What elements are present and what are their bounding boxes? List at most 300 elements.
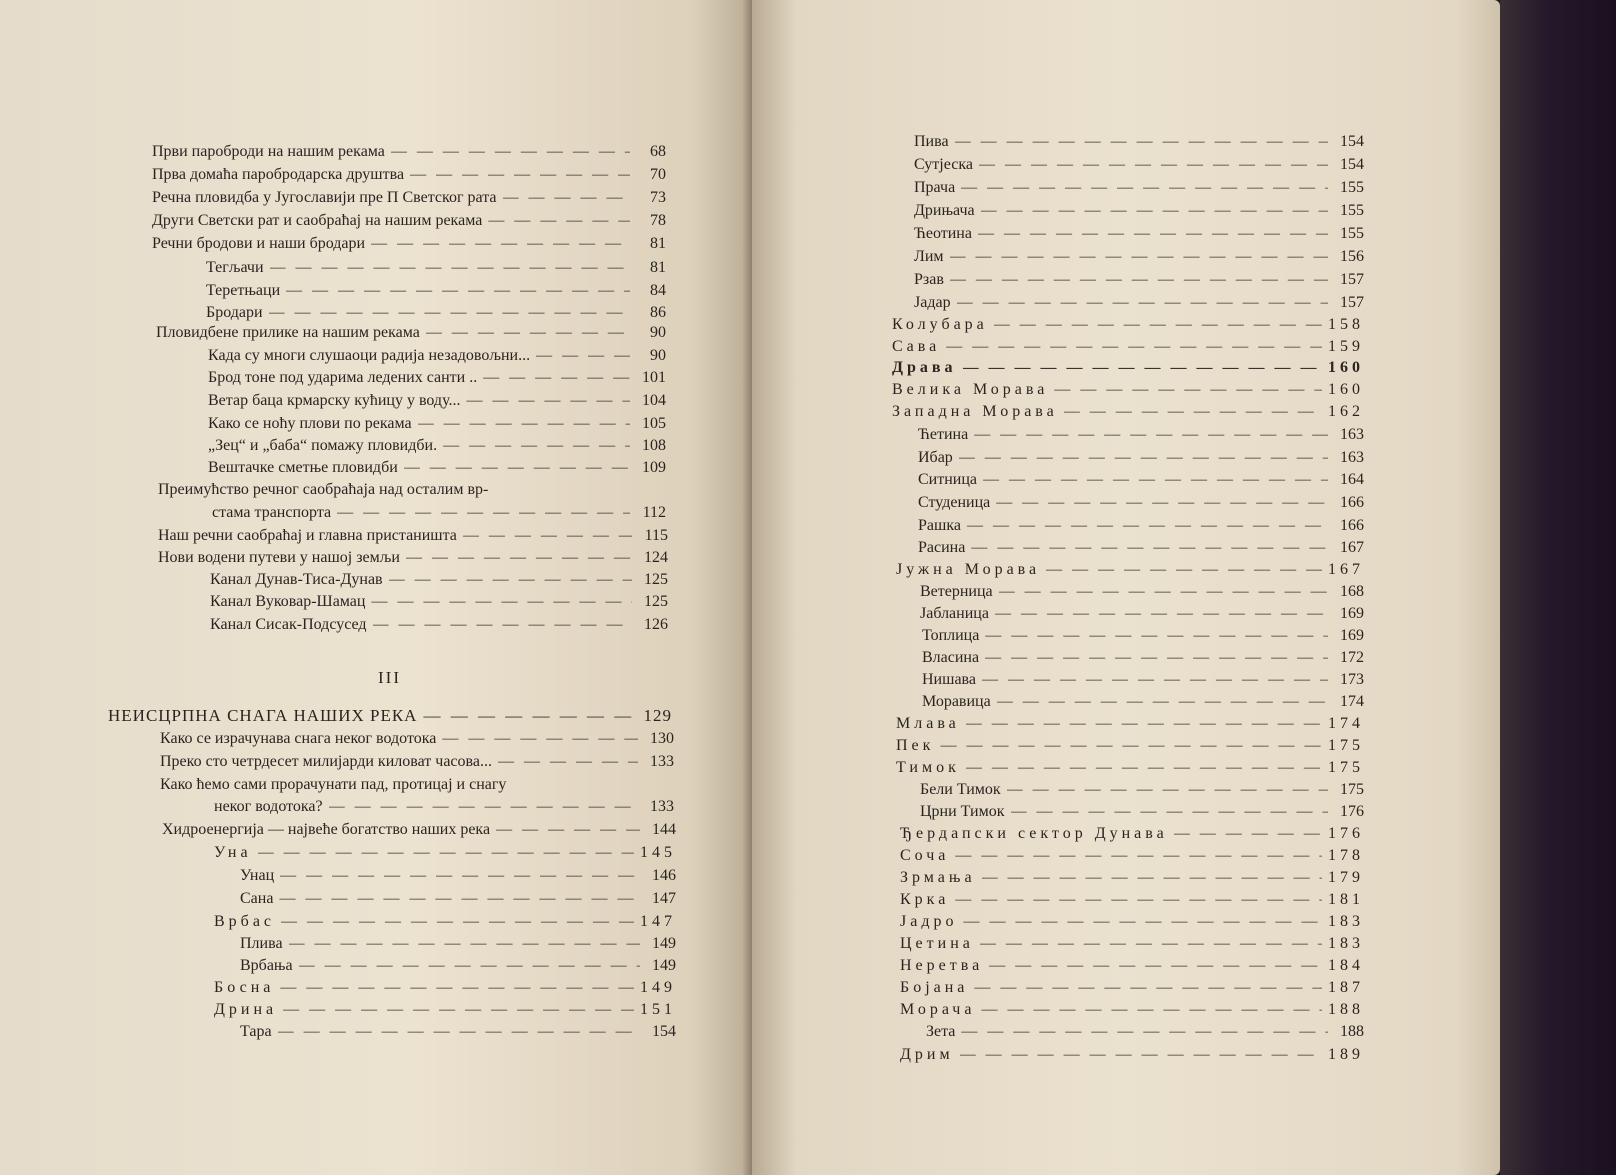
toc-entry-title: Јабланица bbox=[920, 605, 989, 622]
toc-entry-page: 155 bbox=[1340, 202, 1364, 219]
toc-entry bbox=[240, 889, 676, 911]
dot-leader bbox=[971, 538, 1328, 558]
toc-entry-title: Прача bbox=[914, 179, 956, 196]
dot-leader bbox=[279, 889, 640, 909]
toc-entry bbox=[240, 934, 676, 956]
toc-entry-page: 124 bbox=[644, 549, 668, 566]
dot-leader bbox=[959, 448, 1328, 468]
toc-entry bbox=[914, 178, 1364, 200]
toc-entry bbox=[900, 934, 1364, 956]
toc-entry bbox=[208, 391, 666, 413]
toc-entry-title: Хидроенергија — највеће богатство наших река bbox=[162, 821, 491, 838]
toc-entry bbox=[918, 493, 1364, 515]
toc-entry-title: Дрина bbox=[214, 1001, 278, 1018]
toc-entry-title: Колубара bbox=[892, 316, 988, 333]
toc-entry-title: Уна bbox=[214, 844, 252, 861]
toc-entry-title: Ћетина bbox=[918, 426, 969, 443]
toc-entry bbox=[922, 692, 1364, 714]
toc-entry-page: 167 bbox=[1340, 539, 1364, 556]
toc-entry-title: Речни бродови и наши бродари bbox=[152, 235, 366, 252]
dot-leader bbox=[373, 615, 632, 635]
toc-entry-title: Ђердапски сектор Дунава bbox=[900, 825, 1168, 842]
dot-leader bbox=[389, 570, 632, 590]
toc-entry bbox=[914, 224, 1364, 246]
toc-entry-title: Рашка bbox=[918, 517, 961, 534]
toc-entry bbox=[152, 165, 666, 187]
dot-leader bbox=[269, 303, 630, 323]
dot-leader bbox=[498, 752, 638, 772]
toc-entry-page: 149 bbox=[640, 979, 676, 996]
toc-entry bbox=[240, 866, 676, 888]
dot-leader bbox=[981, 201, 1328, 221]
background-edge bbox=[1500, 0, 1616, 1175]
dot-leader bbox=[982, 670, 1328, 690]
dot-leader bbox=[1046, 560, 1322, 580]
toc-entry bbox=[208, 368, 666, 390]
toc-entry-title: Расина bbox=[918, 539, 966, 556]
dot-leader bbox=[960, 1045, 1322, 1065]
toc-entry bbox=[210, 570, 668, 592]
toc-entry-title: Босна bbox=[214, 979, 275, 996]
toc-entry-page: 90 bbox=[650, 324, 666, 341]
toc-entry bbox=[892, 380, 1364, 402]
toc-entry bbox=[152, 234, 666, 256]
toc-entry-title: Млава bbox=[896, 715, 960, 732]
toc-entry bbox=[914, 155, 1364, 177]
toc-entry-page: 157 bbox=[1340, 294, 1364, 311]
dot-leader bbox=[995, 604, 1328, 624]
toc-entry-title: Топлица bbox=[922, 627, 980, 644]
toc-entry-title: Нови водени путеви у нашој земљи bbox=[158, 549, 400, 566]
dot-leader bbox=[979, 155, 1328, 175]
toc-entry bbox=[900, 978, 1364, 1000]
toc-entry-page: 86 bbox=[650, 304, 666, 321]
toc-entry-page: 163 bbox=[1340, 449, 1364, 466]
dot-leader bbox=[961, 1022, 1328, 1042]
toc-entry-title: Вештачке сметње пловидби bbox=[208, 459, 398, 476]
toc-entry bbox=[210, 592, 668, 614]
toc-entry-page: 81 bbox=[650, 259, 666, 276]
toc-entry-page: 181 bbox=[1328, 891, 1364, 908]
toc-entry-page: 154 bbox=[1340, 133, 1364, 150]
toc-entry-title: Црни Тимок bbox=[920, 803, 1005, 820]
toc-entry-page: 172 bbox=[1340, 649, 1364, 666]
toc-entry-title: Студеница bbox=[918, 494, 991, 511]
toc-entry-title: Власина bbox=[922, 649, 980, 666]
toc-entry bbox=[900, 890, 1364, 912]
toc-entry bbox=[160, 752, 674, 774]
toc-entry bbox=[214, 797, 674, 819]
toc-entry-page: 174 bbox=[1340, 693, 1364, 710]
toc-entry-page: 189 bbox=[1328, 1046, 1364, 1063]
toc-entry bbox=[918, 538, 1364, 560]
dot-leader bbox=[996, 493, 1328, 513]
toc-entry bbox=[208, 414, 666, 436]
toc-entry-page: 133 bbox=[650, 753, 674, 770]
toc-entry bbox=[900, 956, 1364, 978]
toc-entry bbox=[208, 346, 666, 368]
toc-entry-title: стама транспорта bbox=[212, 504, 332, 521]
toc-entry bbox=[214, 978, 676, 1000]
toc-entry-page: 158 bbox=[1328, 316, 1364, 333]
toc-entry-page: 126 bbox=[644, 616, 668, 633]
toc-entry-title-line1: Преимућство речног саобраћаја над осталим вр- bbox=[158, 481, 489, 498]
dot-leader bbox=[406, 548, 632, 568]
dot-leader bbox=[963, 358, 1322, 378]
toc-entry-title: Канал Вуковар-Шамац bbox=[210, 593, 366, 610]
toc-entry bbox=[892, 358, 1364, 380]
toc-entry bbox=[152, 211, 666, 233]
toc-entry-title: Ветар баца крмарску кућицу у воду... bbox=[208, 392, 461, 409]
toc-entry-page: 184 bbox=[1328, 957, 1364, 974]
left-toc bbox=[0, 0, 752, 1175]
toc-entry-page: 169 bbox=[1340, 605, 1364, 622]
toc-entry-page: 178 bbox=[1328, 847, 1364, 864]
toc-entry bbox=[162, 820, 676, 842]
toc-entry-title: Тара bbox=[240, 1023, 272, 1040]
toc-entry-title: Зрмања bbox=[900, 869, 976, 886]
dot-leader bbox=[337, 503, 630, 523]
toc-entry bbox=[900, 912, 1364, 934]
toc-entry bbox=[896, 714, 1364, 736]
toc-entry bbox=[914, 201, 1364, 223]
toc-entry-page: 151 bbox=[640, 1001, 676, 1018]
toc-entry bbox=[206, 281, 666, 303]
toc-entry-title: Јадар bbox=[914, 294, 951, 311]
toc-entry-title: Морача bbox=[900, 1001, 976, 1018]
dot-leader bbox=[280, 866, 640, 886]
toc-entry-title: Јужна Морава bbox=[896, 561, 1041, 578]
dot-leader bbox=[950, 270, 1328, 290]
toc-entry bbox=[922, 670, 1364, 692]
dot-leader bbox=[980, 934, 1322, 954]
toc-entry-title: Сутјеска bbox=[914, 156, 973, 173]
toc-entry bbox=[900, 846, 1364, 868]
toc-entry bbox=[914, 270, 1364, 292]
dot-leader bbox=[981, 1000, 1322, 1020]
toc-entry bbox=[920, 582, 1364, 604]
toc-entry-title: Бели Тимок bbox=[920, 781, 1001, 798]
toc-entry-title: Када су многи слушаоци радија незадовољни... bbox=[208, 347, 531, 364]
toc-entry bbox=[240, 1022, 676, 1044]
toc-entry bbox=[922, 648, 1364, 670]
toc-entry bbox=[152, 188, 666, 210]
dot-leader bbox=[258, 843, 634, 863]
toc-entry-title: Ибар bbox=[918, 449, 953, 466]
toc-entry bbox=[108, 706, 672, 728]
dot-leader bbox=[1011, 802, 1328, 822]
dot-leader bbox=[371, 592, 632, 612]
toc-entry-title: Теретњаци bbox=[206, 282, 281, 299]
toc-entry-page: 70 bbox=[650, 166, 666, 183]
toc-entry-page: 183 bbox=[1328, 913, 1364, 930]
dot-leader bbox=[967, 516, 1328, 536]
dot-leader bbox=[418, 414, 630, 434]
toc-entry-page: 175 bbox=[1340, 781, 1364, 798]
toc-entry-page: 149 bbox=[652, 935, 676, 952]
toc-entry-title: Ситница bbox=[918, 471, 978, 488]
toc-entry-title: Дрим bbox=[900, 1046, 954, 1063]
section-number: III bbox=[378, 668, 401, 687]
toc-entry-page: 90 bbox=[650, 347, 666, 364]
dot-leader bbox=[1064, 402, 1322, 422]
toc-entry-page: 147 bbox=[640, 913, 676, 930]
toc-entry-page: 168 bbox=[1340, 583, 1364, 600]
toc-entry bbox=[214, 912, 676, 934]
toc-entry-title: Пловидбене прилике на нашим рекама bbox=[156, 324, 420, 341]
toc-entry-page: 125 bbox=[644, 593, 668, 610]
dot-leader bbox=[940, 736, 1322, 756]
toc-entry-page: 188 bbox=[1328, 1001, 1364, 1018]
dot-leader bbox=[955, 846, 1322, 866]
dot-leader bbox=[974, 978, 1322, 998]
toc-entry-title: Врбања bbox=[240, 957, 293, 974]
dot-leader bbox=[1054, 380, 1322, 400]
toc-entry bbox=[214, 1000, 676, 1022]
right-toc bbox=[752, 0, 1500, 1175]
toc-entry-title: Канал Дунав-Тиса-Дунав bbox=[210, 571, 383, 588]
toc-entry bbox=[214, 843, 676, 865]
toc-entry-title: Сана bbox=[240, 890, 274, 907]
toc-entry-page: 160 bbox=[1328, 359, 1364, 376]
toc-entry bbox=[918, 448, 1364, 470]
toc-entry-page: 166 bbox=[1340, 517, 1364, 534]
toc-entry bbox=[914, 293, 1364, 315]
dot-leader bbox=[286, 281, 630, 301]
toc-entry-title: Бојана bbox=[900, 979, 969, 996]
toc-entry bbox=[240, 956, 676, 978]
toc-entry-title: Зета bbox=[926, 1023, 956, 1040]
toc-entry bbox=[900, 1000, 1364, 1022]
toc-entry-title: Бродари bbox=[206, 304, 263, 321]
toc-entry-title: Други Светски рат и саобраћај на нашим рекама bbox=[152, 212, 483, 229]
toc-entry-title: Соча bbox=[900, 847, 950, 864]
toc-entry bbox=[920, 780, 1364, 802]
toc-entry-page: 129 bbox=[643, 706, 672, 725]
toc-entry bbox=[918, 516, 1364, 538]
toc-entry-page: 130 bbox=[650, 730, 674, 747]
toc-entry-title-line1: Како ћемо сами прорачунати пад, протицај и снагу bbox=[160, 776, 507, 793]
toc-entry-title: НЕИСЦРПНА СНАГА НАШИХ РЕКА bbox=[108, 706, 418, 725]
toc-entry-page: 173 bbox=[1340, 671, 1364, 688]
dot-leader bbox=[997, 692, 1328, 712]
toc-entry-page: 159 bbox=[1328, 338, 1364, 355]
toc-entry bbox=[212, 503, 666, 525]
toc-entry-title: Јадро bbox=[900, 913, 958, 930]
dot-leader bbox=[289, 934, 640, 954]
dot-leader bbox=[278, 1022, 640, 1042]
toc-entry-page: 105 bbox=[642, 415, 666, 432]
toc-entry bbox=[926, 1022, 1364, 1044]
dot-leader bbox=[329, 797, 638, 817]
toc-entry bbox=[918, 470, 1364, 492]
toc-entry-title: Речна пловидба у Југославији пре П Светског рата bbox=[152, 189, 497, 206]
toc-entry-title: Ћеотина bbox=[914, 225, 972, 242]
toc-entry-page: 183 bbox=[1328, 935, 1364, 952]
dot-leader bbox=[443, 436, 630, 456]
toc-entry bbox=[206, 303, 666, 325]
dot-leader bbox=[950, 247, 1328, 267]
toc-entry-page: 166 bbox=[1340, 494, 1364, 511]
dot-leader bbox=[982, 868, 1322, 888]
toc-entry bbox=[922, 626, 1364, 648]
toc-entry-title: Пива bbox=[914, 133, 949, 150]
dot-leader bbox=[978, 224, 1328, 244]
toc-entry-page: 144 bbox=[652, 821, 676, 838]
toc-entry-page: 146 bbox=[652, 867, 676, 884]
toc-entry-page: 115 bbox=[644, 527, 668, 544]
dot-leader bbox=[985, 626, 1328, 646]
dot-leader bbox=[536, 346, 630, 366]
toc-entry bbox=[918, 425, 1364, 447]
toc-entry bbox=[160, 729, 674, 751]
dot-leader bbox=[442, 729, 638, 749]
toc-entry-page: 174 bbox=[1328, 715, 1364, 732]
toc-entry-page: 187 bbox=[1328, 979, 1364, 996]
toc-entry-page: 154 bbox=[652, 1023, 676, 1040]
toc-entry-page: 81 bbox=[650, 235, 666, 252]
toc-entry-title: Пек bbox=[896, 737, 935, 754]
dot-leader bbox=[955, 132, 1328, 152]
dot-leader bbox=[280, 978, 634, 998]
toc-entry-title: Унац bbox=[240, 867, 275, 884]
right-page bbox=[752, 0, 1500, 1175]
toc-entry-title: Како се ноћу плови по рекама bbox=[208, 415, 412, 432]
toc-entry bbox=[914, 247, 1364, 269]
dot-leader bbox=[1174, 824, 1322, 844]
toc-entry-title: Неретва bbox=[900, 957, 984, 974]
toc-entry-page: 155 bbox=[1340, 179, 1364, 196]
toc-entry bbox=[156, 323, 666, 345]
dot-leader bbox=[281, 912, 634, 932]
toc-entry-page: 112 bbox=[642, 504, 666, 521]
toc-entry-title: Плива bbox=[240, 935, 283, 952]
toc-entry-page: 101 bbox=[642, 369, 666, 386]
toc-entry-title: Тимок bbox=[896, 759, 960, 776]
toc-entry-title: Крка bbox=[900, 891, 950, 908]
toc-entry bbox=[210, 615, 668, 637]
dot-leader bbox=[404, 458, 630, 478]
dot-leader bbox=[410, 165, 630, 185]
toc-entry-page: 160 bbox=[1328, 381, 1364, 398]
toc-entry bbox=[892, 402, 1364, 424]
dot-leader bbox=[994, 315, 1322, 335]
toc-entry-page: 167 bbox=[1328, 561, 1364, 578]
toc-entry-page: 149 bbox=[652, 957, 676, 974]
toc-entry bbox=[896, 758, 1364, 780]
toc-entry-title: Први пароброди на нашим рекама bbox=[152, 143, 385, 160]
toc-entry-title: Сава bbox=[892, 338, 941, 355]
toc-entry-page: 125 bbox=[644, 571, 668, 588]
dot-leader bbox=[503, 188, 631, 208]
dot-leader bbox=[466, 391, 630, 411]
toc-entry-title: неког водотока? bbox=[214, 798, 323, 815]
dot-leader bbox=[966, 714, 1322, 734]
toc-entry-title: Наш речни саобраћај и главна пристаништа bbox=[158, 527, 457, 544]
dot-leader bbox=[463, 526, 632, 546]
toc-entry-title: Цетина bbox=[900, 935, 974, 952]
toc-entry-page: 68 bbox=[650, 143, 666, 160]
toc-entry-page: 104 bbox=[642, 392, 666, 409]
toc-entry-page: 163 bbox=[1340, 426, 1364, 443]
toc-entry bbox=[208, 436, 666, 458]
dot-leader bbox=[426, 323, 630, 343]
toc-entry-page: 179 bbox=[1328, 869, 1364, 886]
toc-entry bbox=[900, 1045, 1364, 1067]
toc-entry bbox=[158, 526, 668, 548]
toc-entry-page: 175 bbox=[1328, 737, 1364, 754]
dot-leader bbox=[966, 758, 1322, 778]
dot-leader bbox=[955, 890, 1322, 910]
toc-entry-title: Дрињача bbox=[914, 202, 975, 219]
toc-entry-title: Моравица bbox=[922, 693, 991, 710]
toc-entry bbox=[920, 604, 1364, 626]
toc-entry-title: Врбас bbox=[214, 913, 276, 930]
toc-entry-title: Брод тоне под ударима ледених санти .. bbox=[208, 369, 478, 386]
toc-entry-title: Канал Сисак-Подсусед bbox=[210, 616, 367, 633]
toc-entry bbox=[914, 132, 1364, 154]
toc-entry-title: Западна Морава bbox=[892, 403, 1058, 420]
toc-entry-title: Рзав bbox=[914, 271, 944, 288]
left-page bbox=[0, 0, 752, 1175]
toc-entry-title: Лим bbox=[914, 248, 944, 265]
toc-entry-page: 109 bbox=[642, 459, 666, 476]
toc-entry-title: Прва домаћа паробродарска друштва bbox=[152, 166, 405, 183]
dot-leader bbox=[983, 470, 1328, 490]
toc-entry-title: Драва bbox=[892, 359, 957, 376]
dot-leader bbox=[985, 648, 1328, 668]
toc-entry-title: „Зец“ и „баба“ помажу пловидби. bbox=[208, 437, 438, 454]
toc-entry bbox=[896, 560, 1364, 582]
toc-entry-page: 162 bbox=[1328, 403, 1364, 420]
dot-leader bbox=[963, 912, 1322, 932]
toc-entry bbox=[208, 458, 666, 480]
toc-entry-page: 176 bbox=[1328, 825, 1364, 842]
toc-entry-page: 155 bbox=[1340, 225, 1364, 242]
toc-entry-page: 157 bbox=[1340, 271, 1364, 288]
toc-entry-page: 175 bbox=[1328, 759, 1364, 776]
toc-entry-title: Преко сто четрдесет милијарди киловат часова... bbox=[160, 753, 492, 770]
toc-entry bbox=[920, 802, 1364, 824]
toc-entry-page: 78 bbox=[650, 212, 666, 229]
toc-entry bbox=[900, 868, 1364, 890]
toc-entry-title: Ветерница bbox=[920, 583, 993, 600]
toc-entry-page: 84 bbox=[650, 282, 666, 299]
toc-entry-page: 176 bbox=[1340, 803, 1364, 820]
toc-entry-page: 108 bbox=[642, 437, 666, 454]
toc-entry-page: 164 bbox=[1340, 471, 1364, 488]
dot-leader bbox=[999, 582, 1328, 602]
toc-entry-page: 188 bbox=[1340, 1023, 1364, 1040]
toc-entry bbox=[152, 142, 666, 164]
toc-entry-page: 169 bbox=[1340, 627, 1364, 644]
toc-entry-title: Тегљачи bbox=[206, 259, 264, 276]
toc-entry-page: 73 bbox=[650, 189, 666, 206]
dot-leader bbox=[496, 820, 640, 840]
toc-entry-page: 133 bbox=[650, 798, 674, 815]
dot-leader bbox=[270, 258, 630, 278]
toc-entry-page: 156 bbox=[1340, 248, 1364, 265]
toc-entry-title: Како се израчунава снага неког водотока bbox=[160, 730, 437, 747]
dot-leader bbox=[371, 234, 630, 254]
dot-leader bbox=[961, 178, 1328, 198]
toc-entry-page: 145 bbox=[640, 844, 676, 861]
dot-leader bbox=[488, 211, 630, 231]
toc-entry-page: 154 bbox=[1340, 156, 1364, 173]
dot-leader bbox=[946, 337, 1322, 357]
dot-leader bbox=[299, 956, 640, 976]
toc-entry bbox=[158, 548, 668, 570]
